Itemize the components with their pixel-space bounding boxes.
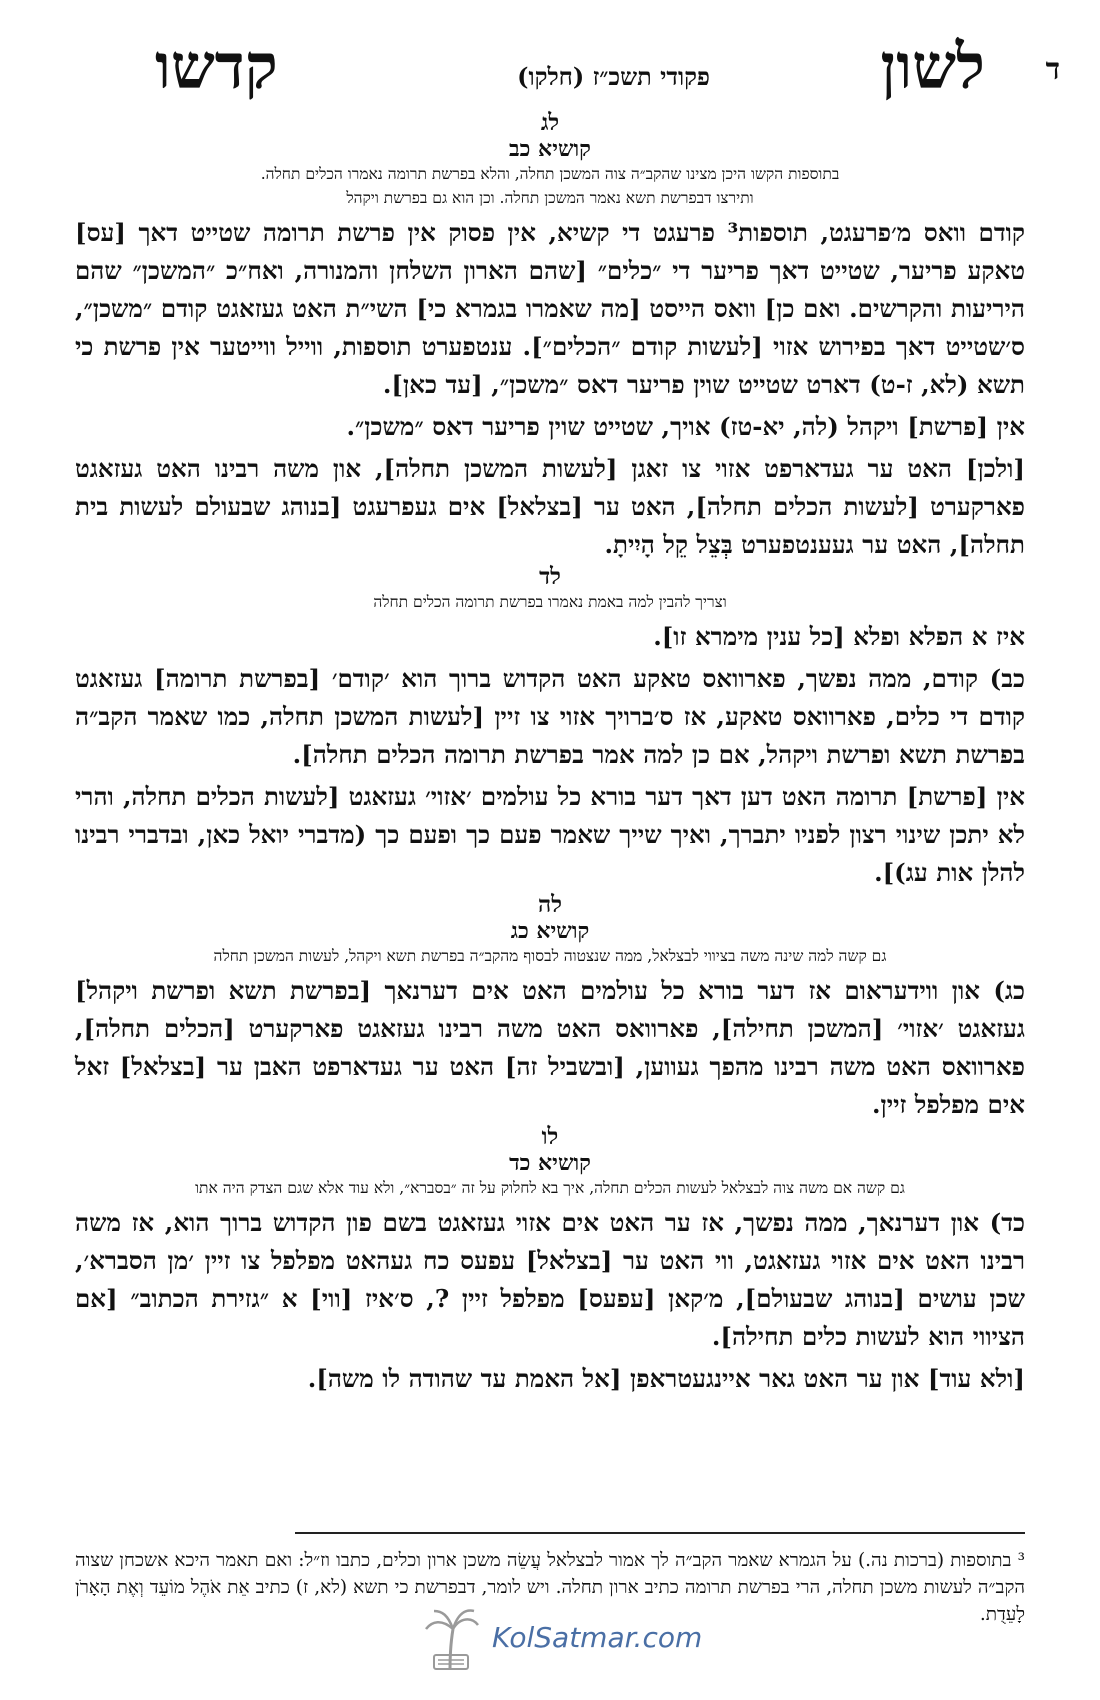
- question-line: בתוספות הקשו היכן מצינו שהקב״ה צוה המשכן תחלה, והלא בפרשת תרומה נאמרו הכלים תחלה.: [260, 165, 840, 183]
- paragraph: כד) און דערנאך, ממה נפשך, אז ער האט אים אזוי געזאגט בשם פון הקדוש ברוך הוא, אז משה רבינו האט אים אזוי געזאגט, ווי האט ער [בצלאל] עפעס כח געהאט מפלפל צו זיין ׳מן הסברא׳, שכן עושים [בנוהג שבעולם], מ׳קאן [עפעס] מפלפל זיין ?, ס׳איז [ווי] א ״גזירת הכתוב״ [אם הציווי הוא לעשות כלים תחילה].: [75, 1208, 1025, 1351]
- question-line: גם קשה אם משה צוה לבצלאל לעשות הכלים תחלה, איך בא לחלוק על זה ״בסברא״, ולא עוד אלא שגם הצדק היה אתו: [195, 1179, 905, 1197]
- section-number: לג: [540, 109, 560, 136]
- paragraph: איז א הפלא ופלא [כל ענין מימרא זו].: [653, 622, 1025, 651]
- footnote-divider: [295, 1532, 1025, 1534]
- paragraph: [ולא עוד] און ער האט גאר איינגעטראפן [אל האמת עד שהודה לו משה].: [307, 1364, 1025, 1393]
- question-line: וצריך להבין למה באמת נאמרו בפרשת תרומה הכלים תחלה: [373, 593, 727, 611]
- page-letter: ד: [1045, 52, 1060, 87]
- question-line: ותירצו דבפרשת תשא נאמר המשכן תחלה. וכן הוא גם בפרשת ויקהל: [346, 189, 754, 207]
- header-title-left: לשון: [880, 30, 985, 103]
- kushya-heading: קושיא כד: [509, 1150, 591, 1176]
- paragraph: כב) קודם, ממה נפשך, פארוואס טאקע האט הקדוש ברוך הוא ׳קודם׳ [בפרשת תרומה] געזאגט קודם די כלים, פארוואס טאקע, אז ס׳ברויך אזוי צו זיין [לעשות המשכן תחלה, כמו שאמר הקב״ה בפרשת תשא ופרשת ויקהל, אם כן למה אמר בפרשת תרומה הכלים תחלה].: [75, 664, 1025, 769]
- paragraph: כג) און ווידעראום אז דער בורא כל עולמים האט אים דערנאך [בפרשת תשא ופרשת ויקהל] געזאגט ׳אזוי׳ [המשכן תחילה], פארוואס האט משה רבינו געזאגט פארקערט [הכלים תחלה], פארוואס האט משה רבינו מהפך געווען, [ובשביל זה] האט ער געדארפט האבן ער [בצלאל] זאל אים מפלפל זיין.: [75, 976, 1025, 1119]
- question-line: גם קשה למה שינה משה בציווי לבצלאל, ממה שנצטוה לבסוף מהקב״ה בפרשת תשא ויקהל, לעשות המשכן תחלה: [213, 947, 887, 965]
- site-logo[interactable]: [420, 1605, 703, 1675]
- main-text: [75, 110, 1025, 1398]
- header-subtitle: פקודי תשכ״ז (חלקו): [517, 62, 710, 91]
- footnote: ³ בתוספות (ברכות נה.) על הגמרא שאמר הקב״ה לך אמור לבצלאל עֲשֵׂה משכן ארון וכלים, כתבו וז״ל: ואם תאמר היכא אשכחן שצוה הקב״ה לעשות משכן תחלה, הרי בפרשת תרומה כתיב ארון תחלה. ויש לומר, דבפרשת כי תשא (לא, ז) כתיב אֵת אֹהֶל מוֹעֵד וְאֶת הָאָרֹן לָעֵדֻת.: [75, 1550, 1025, 1625]
- header-title-right: קדשו: [155, 30, 278, 103]
- section-number: לה: [538, 891, 562, 918]
- kushya-heading: קושיא כג: [510, 918, 590, 944]
- paragraph: אין [פרשת] ויקהל (לה, יא-טז) אויך, שטייט שוין פריער דאס ״משכן״.: [346, 412, 1025, 441]
- kushya-heading: קושיא כב: [509, 136, 591, 162]
- logo-text: KolSatmar.com: [492, 1621, 703, 1654]
- section-number: לד: [539, 563, 561, 590]
- paragraph: אין [פרשת] תרומה האט דען דאך דער בורא כל עולמים ׳אזוי׳ געזאגט [לעשות הכלים תחלה, והרי לא יתכן שינוי רצון לפניו יתברך, ואיך שייך שאמר פעם כך ופעם כך (מדברי יואל כאן, ובדברי רבינו להלן אות עג)].: [75, 782, 1025, 887]
- page-header: [40, 30, 1060, 110]
- section-number: לו: [541, 1123, 559, 1150]
- palm-tree-icon: [420, 1605, 484, 1671]
- paragraph: קודם וואס מ׳פרעגט, תוספות³ פרעגט די קשיא, אין פסוק אין פרשת תרומה שטייט דאך [עס] טאקע פריער, שטייט דאך פריער די ״כלים״ [שהם הארון השלחן והמנורה, ואח״כ ״המשכן״ שהם היריעות והקרשים. ואם כן] וואס הייסט [מה שאמרו בגמרא כי] השי״ת האט געזאגט קודם ״משכן״, ס׳שטייט דאך בפירוש אזוי [לעשות קודם ״הכלים״]. ענטפערט תוספות, ווייל ווייטער אין פרשת כי תשא (לא, ז-ט) דארט שטייט שוין פריער דאס ״משכן״, [עד כאן].: [75, 218, 1025, 399]
- paragraph: [ולכן] האט ער געדארפט אזוי צו זאגן [לעשות המשכן תחלה], און משה רבינו האט געזאגט פארקערט [לעשות הכלים תחלה], האט ער [בצלאל] אים געפרעגט [בנוהג שבעולם לעשות בית תחלה], האט ער געענטפערט בְּצֵל קֵל הָיִיתָ.: [75, 454, 1025, 559]
